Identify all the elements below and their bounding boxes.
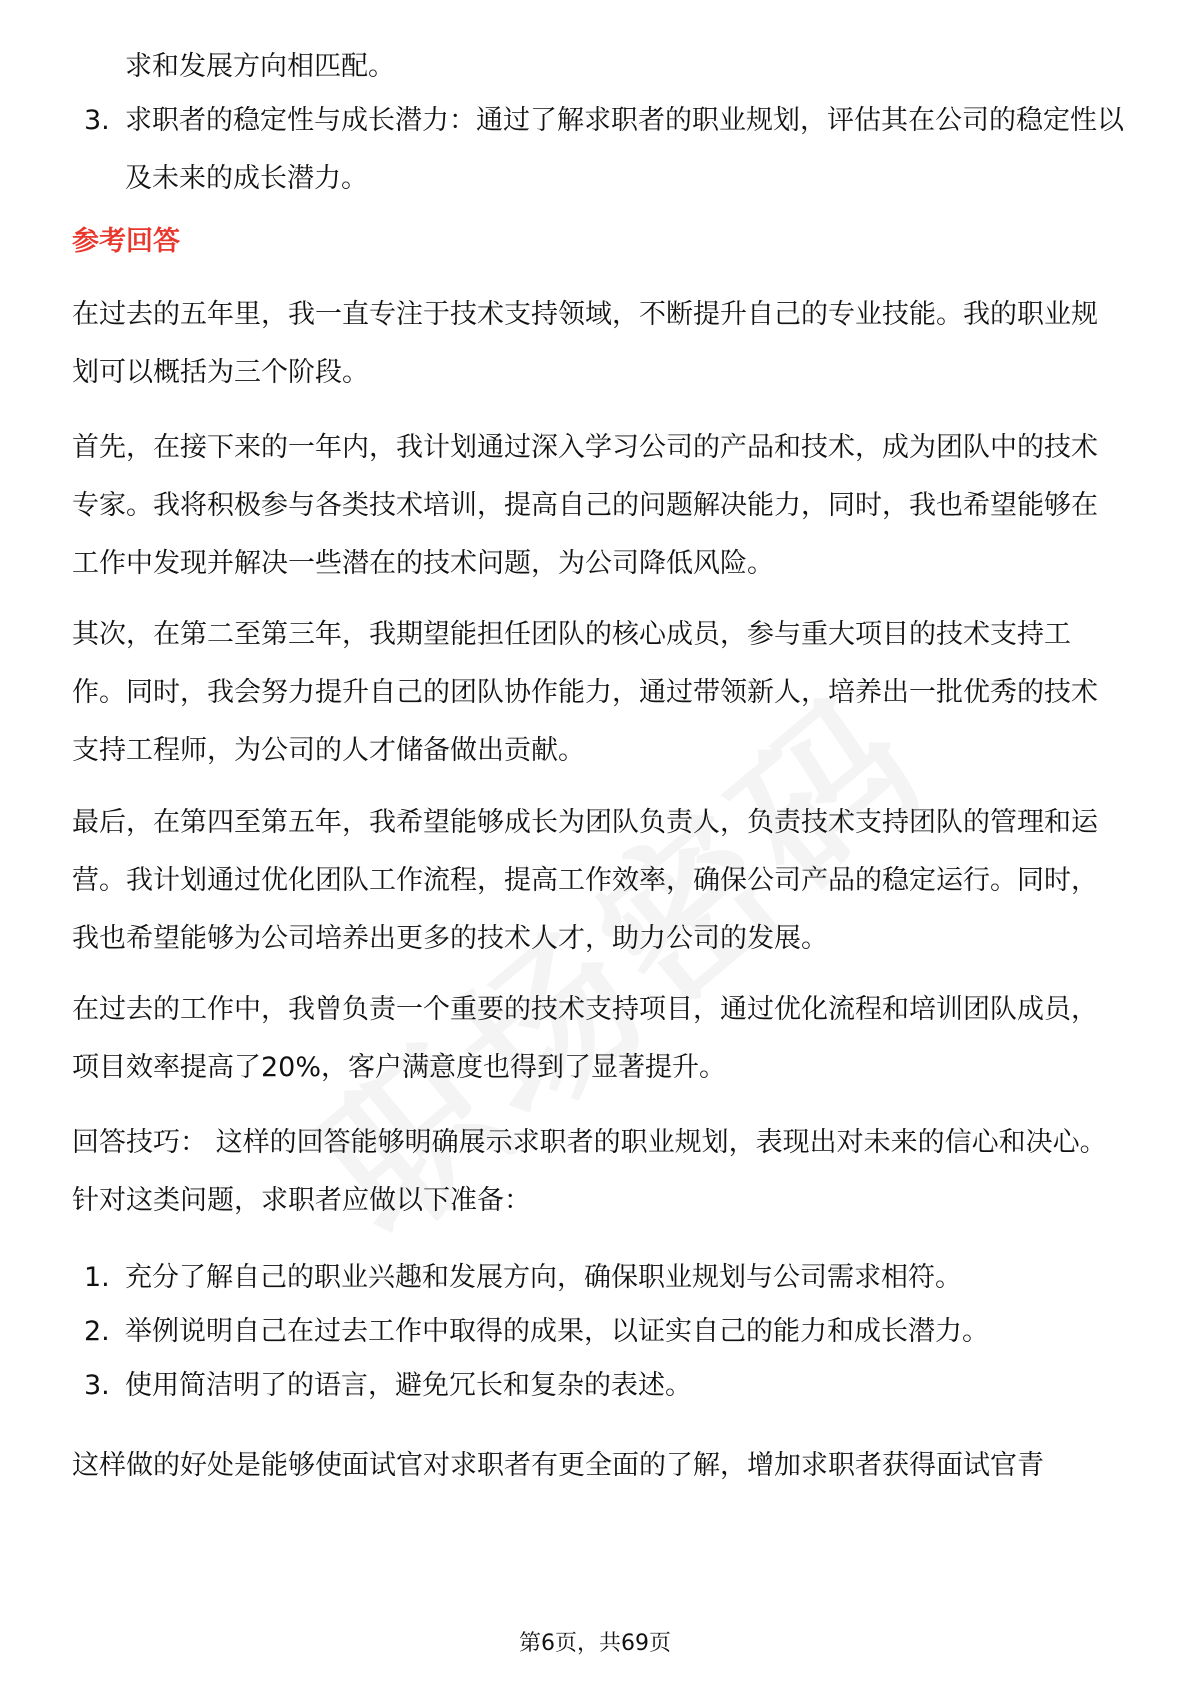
list-number: 2. (84, 1316, 110, 1347)
list-item: 使用简洁明了的语言，避免冗长和复杂的表述。 (125, 1370, 692, 1401)
answer-tips-paragraph: 回答技巧： 这样的回答能够明确展示求职者的职业规划，表现出对未来的信心和决心。针对这类问题，求职者应做以下准备： (72, 1127, 1107, 1216)
closing-paragraph: 这样做的好处是能够使面试官对求职者有更全面的了解，增加求职者获得面试官青 (72, 1450, 1044, 1481)
section-heading: 参考回答 (72, 226, 180, 257)
list-number: 1. (84, 1262, 110, 1293)
list-item-continued: 求和发展方向相匹配。 (125, 51, 395, 82)
list-number: 3. (84, 1370, 110, 1401)
paragraph: 最后，在第四至第五年，我希望能够成长为团队负责人，负责技术支持团队的管理和运营。我计划通过优化团队工作流程，提高工作效率，确保公司产品的稳定运行。同时，我也希望能够为公司培养出更多的技术人才，助力公司的发展。 (72, 807, 1098, 954)
paragraph: 首先，在接下来的一年内，我计划通过深入学习公司的产品和技术，成为团队中的技术专家。我将积极参与各类技术培训，提高自己的问题解决能力，同时，我也希望能够在工作中发现并解决一些潜在的技术问题，为公司降低风险。 (72, 432, 1098, 579)
list-number: 3. (84, 105, 110, 136)
list-item: 求职者的稳定性与成长潜力：通过了解求职者的职业规划，评估其在公司的稳定性以及未来的成长潜力。 (125, 105, 1124, 194)
paragraph: 其次，在第二至第三年，我期望能担任团队的核心成员，参与重大项目的技术支持工作。同时，我会努力提升自己的团队协作能力，通过带领新人，培养出一批优秀的技术支持工程师，为公司的人才储备做出贡献。 (72, 619, 1098, 766)
paragraph: 在过去的五年里，我一直专注于技术支持领域，不断提升自己的专业技能。我的职业规划可以概括为三个阶段。 (72, 299, 1098, 388)
list-item: 举例说明自己在过去工作中取得的成果，以证实自己的能力和成长潜力。 (125, 1316, 989, 1347)
list-item: 充分了解自己的职业兴趣和发展方向，确保职业规划与公司需求相符。 (125, 1262, 962, 1293)
paragraph: 在过去的工作中，我曾负责一个重要的技术支持项目，通过优化流程和培训团队成员，项目效率提高了20%，客户满意度也得到了显著提升。 (72, 994, 1098, 1083)
page-number-footer: 第6页，共69页 (519, 1631, 671, 1656)
